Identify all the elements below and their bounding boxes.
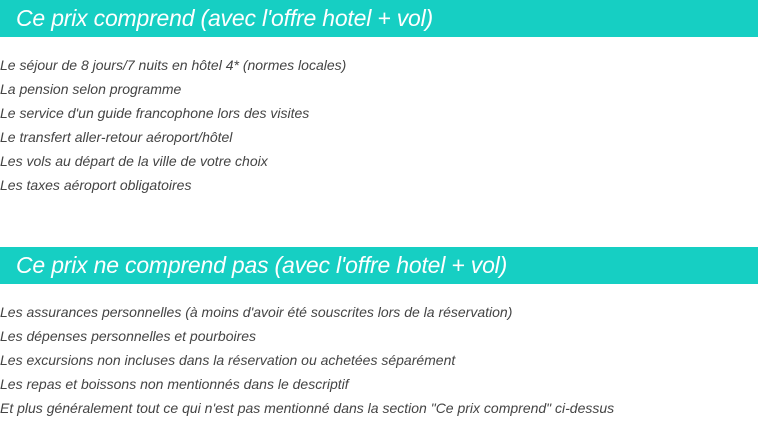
list-item: Les taxes aéroport obligatoires xyxy=(0,177,192,193)
list-item: Le service d'un guide francophone lors des visites xyxy=(0,105,310,121)
list-item: Les assurances personnelles (à moins d'avoir été souscrites lors de la réservation) xyxy=(0,304,513,320)
list-item: La pension selon programme xyxy=(0,81,182,97)
list-item: Et plus généralement tout ce qui n'est pas mentionné dans la section "Ce prix comprend" ci-dessus xyxy=(0,400,615,416)
list-item: Le séjour de 8 jours/7 nuits en hôtel 4* (normes locales) xyxy=(0,57,347,73)
list-item: Les excursions non incluses dans la réservation ou achetées séparément xyxy=(0,352,456,368)
excluded-section-title: Ce prix ne comprend pas (avec l'offre hotel + vol) xyxy=(0,247,758,284)
excluded-list xyxy=(0,300,614,420)
list-item: Les repas et boissons non mentionnés dans le descriptif xyxy=(0,376,349,392)
list-item: Les vols au départ de la ville de votre choix xyxy=(0,153,268,169)
included-section-title: Ce prix comprend (avec l'offre hotel + vol) xyxy=(0,0,758,37)
included-list xyxy=(0,53,346,197)
list-item: Les dépenses personnelles et pourboires xyxy=(0,328,257,344)
list-item: Le transfert aller-retour aéroport/hôtel xyxy=(0,129,233,145)
